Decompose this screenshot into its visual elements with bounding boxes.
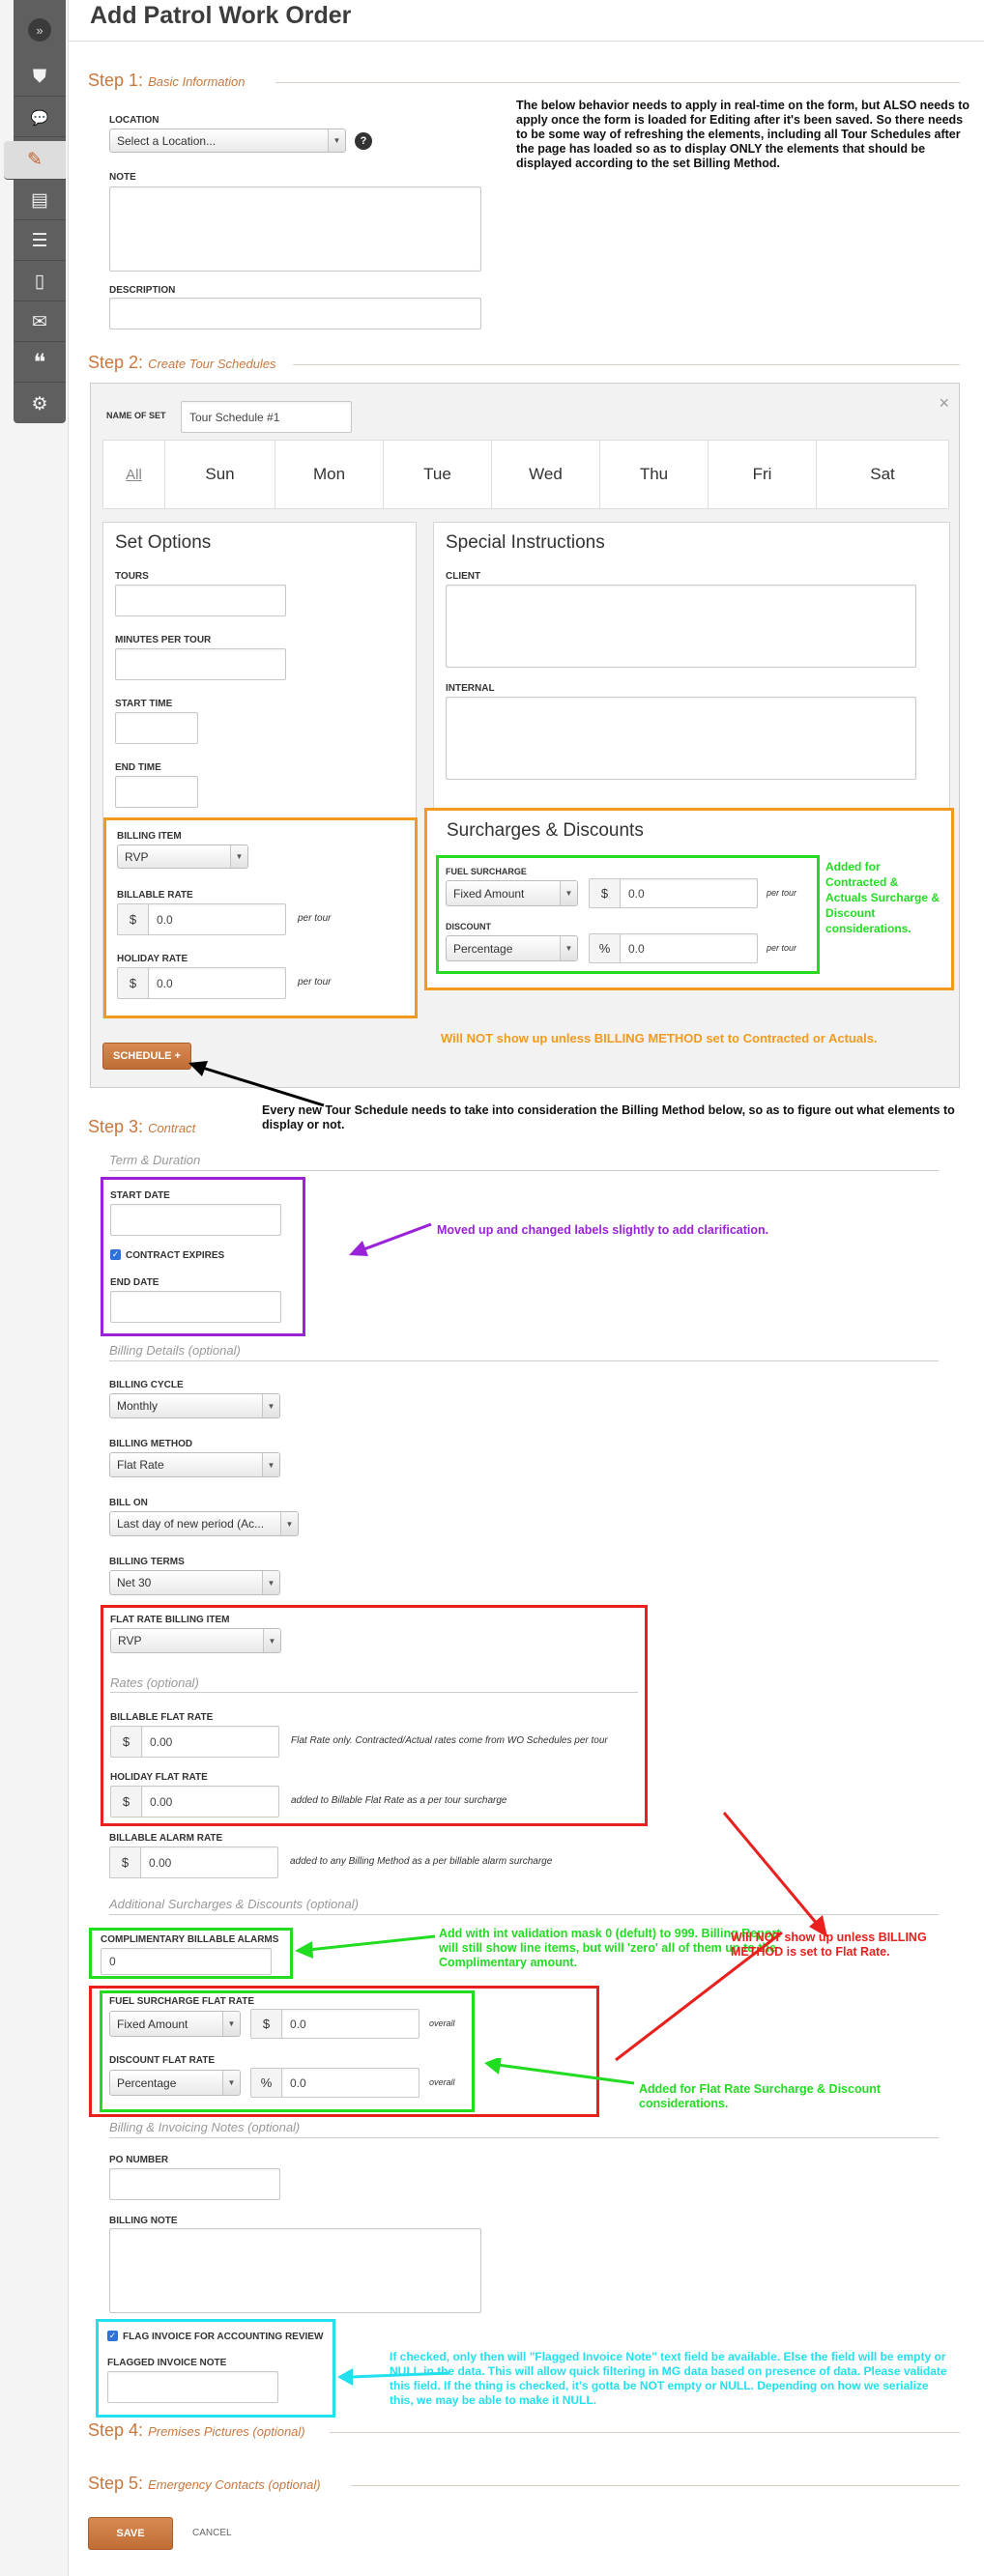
name-of-set-input[interactable]: Tour Schedule #1 <box>181 401 352 433</box>
billing-terms-select[interactable] <box>109 1570 280 1595</box>
currency-addon: $ <box>117 967 149 999</box>
billable-flat-rate-hint: Flat Rate only. Contracted/Actual rates come from WO Schedules per tour <box>291 1735 608 1746</box>
arrow-icon <box>295 1932 440 1961</box>
step1-divider <box>275 82 960 83</box>
billable-rate-label: BILLABLE RATE <box>117 890 193 901</box>
holiday-flat-rate-input[interactable]: 0.00 <box>141 1786 279 1818</box>
percent-addon: % <box>589 933 621 963</box>
flat-rate-highlight <box>101 1605 648 1826</box>
step2-number: Step 2: <box>88 353 144 372</box>
step5-heading <box>88 2474 321 2494</box>
arrow-icon <box>188 1061 333 1109</box>
billable-alarm-rate-label: BILLABLE ALARM RATE <box>109 1833 223 1844</box>
step3-number: Step 3: <box>88 1117 144 1136</box>
tab-thu[interactable]: Thu <box>600 441 709 508</box>
flag-invoice-highlight <box>96 2319 335 2418</box>
notes-divider <box>109 2137 939 2138</box>
start-date-input[interactable] <box>110 1204 281 1236</box>
schedule-button[interactable]: SCHEDULE + <box>102 1043 191 1070</box>
step3-name: Contract <box>148 1121 196 1135</box>
location-select[interactable] <box>109 129 346 153</box>
chat-icon: 💬 <box>30 109 49 127</box>
discount-type-value: Percentage <box>453 941 513 956</box>
chevron-down-icon: ▼ <box>560 881 577 905</box>
step1-name: Basic Information <box>148 74 246 89</box>
chevron-down-icon: ▼ <box>262 1453 279 1476</box>
step5-name: Emergency Contacts (optional) <box>148 2477 321 2492</box>
double-chevron-icon: » <box>28 18 51 42</box>
dates-note: Moved up and changed labels slightly to add clarification. <box>437 1223 769 1237</box>
page-title: Add Patrol Work Order <box>90 2 352 29</box>
flag-invoice-checkbox[interactable]: ✓ <box>108 2331 117 2340</box>
additional-section-heading: Additional Surcharges & Discounts (optional) <box>109 1897 359 1911</box>
chevron-down-icon: ▼ <box>280 1512 298 1535</box>
list-icon: ☰ <box>31 231 48 251</box>
billing-cycle-value: Monthly <box>117 1399 159 1413</box>
discount-flat-rate-label: DISCOUNT FLAT RATE <box>109 2055 216 2066</box>
per-tour-hint: per tour <box>767 888 797 898</box>
save-button[interactable]: SAVE <box>88 2517 173 2550</box>
billing-terms-value: Net 30 <box>117 1576 152 1589</box>
billing-method-select[interactable] <box>109 1452 280 1477</box>
document-icon: ▤ <box>31 190 48 211</box>
per-tour-hint: per tour <box>298 913 332 924</box>
start-time-input[interactable] <box>115 712 198 744</box>
start-time-label: START TIME <box>115 699 173 709</box>
step3-heading <box>88 1117 195 1137</box>
shield-icon: ⛊ <box>32 66 47 87</box>
fuel-surcharge-flat-input[interactable]: 0.0 <box>281 2009 420 2039</box>
chevron-down-icon: ▼ <box>328 129 345 152</box>
flagged-invoice-note-input[interactable] <box>107 2371 278 2403</box>
billable-flat-rate-input[interactable]: 0.00 <box>141 1726 279 1758</box>
contract-expires-checkbox[interactable]: ✓ <box>111 1249 120 1259</box>
step4-divider <box>330 2432 960 2433</box>
dollar-addon: $ <box>589 878 621 908</box>
fuel-surcharge-type-value: Fixed Amount <box>453 886 525 901</box>
discount-flat-type-select[interactable] <box>109 2070 241 2096</box>
tab-all[interactable]: All <box>103 441 165 508</box>
billable-rate-input[interactable]: 0.0 <box>148 903 286 935</box>
tab-mon[interactable]: Mon <box>275 441 384 508</box>
contracted-surcharge-note: Added for Contracted & Actuals Surcharge & Discount considerations. <box>825 860 941 935</box>
fuel-surcharge-input[interactable]: 0.0 <box>620 878 758 908</box>
step4-name: Premises Pictures (optional) <box>148 2424 305 2439</box>
name-of-set-label: NAME OF SET <box>106 411 166 420</box>
step2-name: Create Tour Schedules <box>148 357 276 371</box>
per-tour-hint: per tour <box>298 977 332 987</box>
end-time-input[interactable] <box>115 776 198 808</box>
flat-surcharge-green-box <box>100 1990 475 2112</box>
note-textarea[interactable] <box>109 186 481 272</box>
billable-alarm-rate-input[interactable]: 0.00 <box>140 1846 278 1878</box>
complimentary-alarms-label: COMPLIMENTARY BILLABLE ALARMS <box>101 1934 279 1945</box>
chevron-down-icon: ▼ <box>262 1394 279 1417</box>
flat-rate-billing-item-select[interactable] <box>110 1628 281 1653</box>
fuel-surcharge-flat-type-select[interactable] <box>109 2011 241 2037</box>
sidebar-item-mail[interactable] <box>14 303 66 342</box>
rates-section-heading: Rates (optional) <box>110 1675 199 1690</box>
discount-flat-type-value: Percentage <box>117 2075 177 2090</box>
tours-input[interactable] <box>115 585 286 616</box>
po-number-input[interactable] <box>109 2168 280 2200</box>
bill-on-select[interactable] <box>109 1511 299 1536</box>
end-time-label: END TIME <box>115 762 161 773</box>
special-instructions-heading: Special Instructions <box>446 532 605 553</box>
flagged-invoice-note: If checked, only then will "Flagged Invoice Note" text field be available. Else the field will be empty or NULL in the data. This will allow quick filtering in MG data based on presence of data. Please validate this field. If the thing is checked, it's gotta be NOT empty or NULL. Depending on how we serialize this, we may be able to make it NULL. <box>390 2350 947 2407</box>
sidebar-item-shield[interactable] <box>14 58 66 97</box>
location-label: LOCATION <box>109 115 159 126</box>
phone-icon: ▯ <box>34 272 45 292</box>
end-date-label: END DATE <box>110 1277 159 1288</box>
set-options-heading: Set Options <box>115 532 212 553</box>
arrow-icon <box>484 2058 639 2087</box>
overall-hint: overall <box>429 2018 455 2028</box>
behavior-note: The below behavior needs to apply in real-time on the form, but ALSO needs to apply once the form is loaded for Editing after it's been saved. So there needs to be some way of refreshing the elements, including all Tour Schedules after the page has loaded so as to display ONLY the elements that should be displayed according to the set Billing Method. <box>516 99 970 170</box>
tab-wed[interactable]: Wed <box>492 441 600 508</box>
dollar-addon: $ <box>250 2009 282 2039</box>
contract-expires-label: CONTRACT EXPIRES <box>126 1250 225 1261</box>
day-tabs <box>102 440 949 509</box>
bill-on-label: BILL ON <box>109 1498 148 1508</box>
billing-item-label: BILLING ITEM <box>117 831 182 842</box>
tab-fri[interactable]: Fri <box>709 441 817 508</box>
billing-method-value: Flat Rate <box>117 1458 164 1472</box>
contracted-visibility-note: Will NOT show up unless BILLING METHOD set to Contracted or Actuals. <box>441 1031 878 1045</box>
flat-rate-billing-item-label: FLAT RATE BILLING ITEM <box>110 1615 230 1625</box>
billing-section-heading: Billing Details (optional) <box>109 1343 241 1358</box>
sidebar <box>14 0 66 423</box>
special-instructions-panel <box>433 522 950 850</box>
sidebar-item-list[interactable] <box>14 222 66 261</box>
flat-rate-billing-item-value: RVP <box>118 1634 142 1647</box>
bill-on-value: Last day of new period (Ac... <box>117 1517 265 1531</box>
discount-label: DISCOUNT <box>446 922 491 931</box>
term-divider <box>109 1170 939 1171</box>
holiday-flat-rate-label: HOLIDAY FLAT RATE <box>110 1772 208 1783</box>
flagged-invoice-note-label: FLAGGED INVOICE NOTE <box>107 2358 227 2368</box>
end-date-input[interactable] <box>110 1291 281 1323</box>
po-number-label: PO NUMBER <box>109 2155 169 2165</box>
tours-label: TOURS <box>115 571 149 582</box>
chevron-down-icon: ▼ <box>263 1629 280 1652</box>
description-input[interactable] <box>109 298 481 329</box>
flat-surcharge-red-box <box>89 1986 599 2117</box>
holiday-flat-rate-hint: added to Billable Flat Rate as a per tour surcharge <box>291 1795 507 1806</box>
internal-textarea[interactable] <box>446 697 916 780</box>
help-icon[interactable]: ? <box>355 132 372 150</box>
arrow-icon <box>349 1219 436 1258</box>
billing-item-select[interactable] <box>117 844 248 869</box>
step1-heading <box>88 71 246 91</box>
complimentary-note: Add with int validation mask 0 (defult) to 999. Billing Report will still show line items, but will 'zero' all of them up to the Complimentary amount. <box>439 1927 781 1969</box>
chevron-down-icon: ▼ <box>222 2012 240 2036</box>
pencil-icon: ✎ <box>27 150 43 170</box>
tab-sat[interactable]: Sat <box>870 465 895 483</box>
minutes-per-tour-label: MINUTES PER TOUR <box>115 635 212 645</box>
chevron-down-icon: ▼ <box>222 2071 240 2095</box>
quote-icon: ❝ <box>33 350 46 376</box>
step2-divider <box>293 364 960 365</box>
discount-type-select[interactable] <box>446 935 578 961</box>
currency-addon: $ <box>117 903 149 935</box>
step5-number: Step 5: <box>88 2474 144 2493</box>
sidebar-toggle-button[interactable] <box>14 12 66 48</box>
mail-icon: ✉ <box>32 312 47 332</box>
main-content <box>68 0 984 2576</box>
step5-divider <box>351 2485 960 2486</box>
currency-addon: $ <box>110 1726 142 1758</box>
currency-addon: $ <box>109 1846 141 1878</box>
description-label: DESCRIPTION <box>109 285 176 296</box>
billing-divider <box>109 1360 939 1361</box>
tab-tue[interactable]: Tue <box>384 441 492 508</box>
surcharges-green-box <box>436 855 820 974</box>
start-date-label: START DATE <box>110 1190 170 1201</box>
step4-number: Step 4: <box>88 2420 144 2440</box>
gears-icon: ⚙ <box>31 393 48 415</box>
flag-invoice-label: FLAG INVOICE FOR ACCOUNTING REVIEW <box>123 2332 324 2342</box>
currency-addon: $ <box>110 1786 142 1818</box>
billing-item-highlight <box>103 817 418 1018</box>
rates-divider <box>110 1692 638 1693</box>
chevron-down-icon: ▼ <box>560 936 577 960</box>
client-textarea[interactable] <box>446 585 916 668</box>
discount-input[interactable]: 0.0 <box>620 933 758 963</box>
billable-alarm-rate-hint: added to any Billing Method as a per billable alarm surcharge <box>290 1856 553 1867</box>
location-value: Select a Location... <box>117 133 217 148</box>
complimentary-alarms-input[interactable]: 0 <box>101 1948 272 1975</box>
billing-cycle-select[interactable] <box>109 1393 280 1418</box>
fuel-surcharge-label: FUEL SURCHARGE <box>446 867 527 876</box>
percent-addon: % <box>250 2068 282 2098</box>
flat-surcharge-note: Added for Flat Rate Surcharge & Discount considerations. <box>639 2082 882 2110</box>
step1-number: Step 1: <box>88 71 144 90</box>
complimentary-highlight <box>89 1928 293 1979</box>
sidebar-item-edit[interactable] <box>4 141 66 180</box>
flat-rate-visibility-note: Will NOT show up unless BILLING METHOD is set to Flat Rate. <box>731 1931 927 1959</box>
chevron-down-icon: ▼ <box>262 1571 279 1594</box>
sidebar-item-chat[interactable] <box>14 99 66 137</box>
discount-flat-input[interactable]: 0.0 <box>281 2068 420 2098</box>
dates-highlight <box>101 1177 305 1336</box>
chevron-down-icon: ▼ <box>230 845 247 868</box>
overall-hint: overall <box>429 2077 455 2087</box>
billing-item-value: RVP <box>125 849 149 864</box>
sidebar-item-settings[interactable] <box>14 385 66 423</box>
billing-note-textarea[interactable] <box>109 2228 481 2313</box>
billable-flat-rate-label: BILLABLE FLAT RATE <box>110 1712 214 1723</box>
fuel-surcharge-flat-type-value: Fixed Amount <box>117 2017 188 2031</box>
sidebar-item-phone[interactable] <box>14 263 66 301</box>
sidebar-item-quote[interactable] <box>14 344 66 383</box>
billing-method-label: BILLING METHOD <box>109 1439 193 1449</box>
sidebar-item-document[interactable] <box>14 182 66 220</box>
close-icon[interactable]: × <box>939 393 949 413</box>
tour-schedule-note: Every new Tour Schedule needs to take into consideration the Billing Method below, so as to figure out what elements to display or not. <box>262 1103 955 1131</box>
billing-cycle-label: BILLING CYCLE <box>109 1380 184 1390</box>
surcharges-highlight <box>424 808 954 990</box>
holiday-rate-input[interactable]: 0.0 <box>148 967 286 999</box>
minutes-per-tour-input[interactable] <box>115 648 286 680</box>
billing-terms-label: BILLING TERMS <box>109 1557 185 1567</box>
client-label: CLIENT <box>446 571 481 582</box>
tab-sun[interactable]: Sun <box>165 441 275 508</box>
surcharges-heading: Surcharges & Discounts <box>447 820 644 841</box>
per-tour-hint: per tour <box>767 943 797 953</box>
cancel-link[interactable]: CANCEL <box>192 2528 232 2538</box>
title-divider <box>69 41 984 42</box>
fuel-surcharge-type-select[interactable] <box>446 880 578 906</box>
step4-heading <box>88 2420 305 2441</box>
holiday-rate-label: HOLIDAY RATE <box>117 954 188 964</box>
note-label: NOTE <box>109 172 136 183</box>
term-section-heading: Term & Duration <box>109 1153 201 1167</box>
fuel-surcharge-flat-rate-label: FUEL SURCHARGE FLAT RATE <box>109 1996 254 2007</box>
billing-note-label: BILLING NOTE <box>109 2216 178 2226</box>
internal-label: INTERNAL <box>446 683 495 694</box>
notes-section-heading: Billing & Invoicing Notes (optional) <box>109 2120 301 2134</box>
step2-heading <box>88 353 276 373</box>
